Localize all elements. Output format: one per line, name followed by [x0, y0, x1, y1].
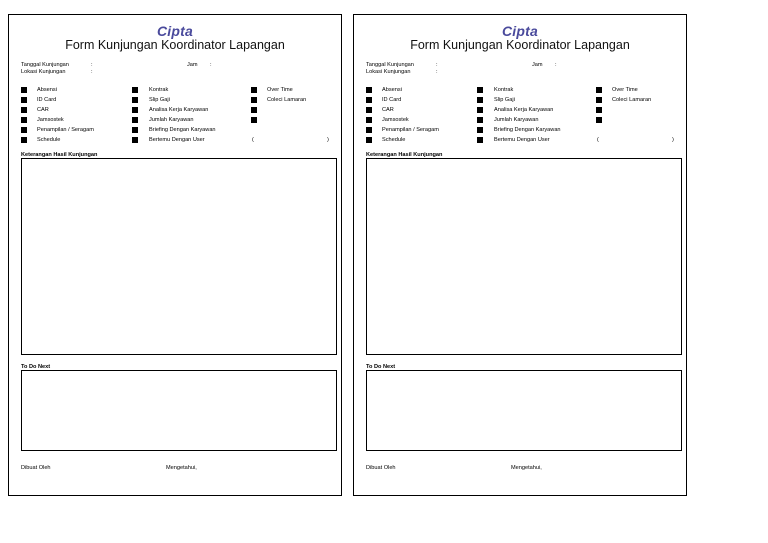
brand-logo: Cipta	[502, 23, 538, 39]
checkbox[interactable]	[477, 137, 483, 143]
checklist-label: Absensi	[382, 87, 402, 93]
checkbox[interactable]	[21, 127, 27, 133]
brand-logo: Cipta	[157, 23, 193, 39]
time-label: Jam	[532, 62, 543, 68]
checklist-label: Schedule	[37, 137, 61, 143]
checkbox[interactable]	[366, 107, 372, 113]
checkbox[interactable]	[251, 87, 257, 93]
checklist-label: Over Time	[612, 87, 638, 93]
checkbox[interactable]	[366, 127, 372, 133]
checkbox[interactable]	[477, 127, 483, 133]
checklist-label: CAR	[37, 107, 49, 113]
checklist-label: Coleci Lamaran	[612, 97, 652, 103]
checklist-label: Slip Gaji	[494, 97, 515, 103]
notes-box[interactable]	[366, 158, 682, 355]
checkbox[interactable]	[366, 117, 372, 123]
checkbox[interactable]	[21, 117, 27, 123]
checkbox[interactable]	[132, 87, 138, 93]
checklist-label: Slip Gaji	[149, 97, 170, 103]
checkbox[interactable]	[132, 137, 138, 143]
checkbox[interactable]	[251, 107, 257, 113]
checkbox[interactable]	[132, 97, 138, 103]
checkbox[interactable]	[251, 97, 257, 103]
checkbox[interactable]	[132, 127, 138, 133]
checklist-label: Briefing Dengan Karyawan	[149, 127, 216, 133]
form-title: Form Kunjungan Koordinator Lapangan	[65, 38, 285, 52]
todo-label: To Do Next	[21, 364, 51, 370]
checkbox[interactable]	[596, 117, 602, 123]
paren-close: )	[672, 137, 674, 143]
checklist-label: Absensi	[37, 87, 57, 93]
notes-label: Keterangan Hasil Kunjungan	[366, 152, 443, 158]
checklist-label: Jumlah Karyawan	[149, 117, 194, 123]
checklist-label: Schedule	[382, 137, 406, 143]
checklist-label: Analisa Kerja Karyawan	[494, 107, 554, 113]
form-title: Form Kunjungan Koordinator Lapangan	[410, 38, 630, 52]
checklist-label: Penampilan / Seragam	[37, 127, 94, 133]
paren-close: )	[327, 137, 329, 143]
visit-date-label: Tanggal Kunjungan	[21, 62, 69, 68]
checklist-label: Bertemu Dengan User	[494, 137, 550, 143]
checkbox[interactable]	[21, 137, 27, 143]
checklist-label: Jamsostek	[37, 117, 64, 123]
visit-location-label: Lokasi Kunjungan	[366, 69, 411, 75]
checkbox[interactable]	[366, 87, 372, 93]
checklist-label: Bertemu Dengan User	[149, 137, 205, 143]
checkbox[interactable]	[366, 137, 372, 143]
checklist-label: ID Card	[37, 97, 57, 103]
made-by-label: Dibuat Oleh	[366, 465, 396, 471]
visit-date-colon: :	[91, 62, 93, 68]
time-colon: :	[555, 62, 557, 68]
visit-date-label: Tanggal Kunjungan	[366, 62, 414, 68]
checkbox[interactable]	[596, 87, 602, 93]
checkbox[interactable]	[132, 107, 138, 113]
checkbox[interactable]	[366, 97, 372, 103]
checklist-label: Over Time	[267, 87, 293, 93]
todo-box[interactable]	[21, 370, 337, 451]
checkbox[interactable]	[596, 97, 602, 103]
visit-date-colon: :	[436, 62, 438, 68]
checkbox[interactable]	[21, 107, 27, 113]
made-by-label: Dibuat Oleh	[21, 465, 51, 471]
checkbox[interactable]	[477, 87, 483, 93]
checklist-label: Jumlah Karyawan	[494, 117, 539, 123]
checkbox[interactable]	[477, 117, 483, 123]
time-colon: :	[210, 62, 212, 68]
checkbox[interactable]	[596, 107, 602, 113]
checkbox[interactable]	[251, 117, 257, 123]
checklist-label: ID Card	[382, 97, 402, 103]
notes-box[interactable]	[21, 158, 337, 355]
visit-location-colon: :	[436, 69, 438, 75]
checklist-label: Analisa Kerja Karyawan	[149, 107, 209, 113]
visit-location-colon: :	[91, 69, 93, 75]
time-label: Jam	[187, 62, 198, 68]
visit-location-label: Lokasi Kunjungan	[21, 69, 66, 75]
todo-box[interactable]	[366, 370, 682, 451]
checkbox[interactable]	[21, 87, 27, 93]
acknowledged-label: Mengetahui,	[166, 465, 197, 471]
paren-open: (	[252, 137, 254, 143]
checklist-label: Briefing Dengan Karyawan	[494, 127, 561, 133]
form-page-right	[353, 14, 687, 496]
checkbox[interactable]	[21, 97, 27, 103]
checklist-label: Kontrak	[149, 87, 169, 93]
checklist-label: Kontrak	[494, 87, 514, 93]
checklist-label: Jamsostek	[382, 117, 409, 123]
checkbox[interactable]	[132, 117, 138, 123]
acknowledged-label: Mengetahui,	[511, 465, 542, 471]
checklist-label: Penampilan / Seragam	[382, 127, 439, 133]
checklist-label: CAR	[382, 107, 394, 113]
todo-label: To Do Next	[366, 364, 396, 370]
notes-label: Keterangan Hasil Kunjungan	[21, 152, 98, 158]
checklist-label: Coleci Lamaran	[267, 97, 307, 103]
form-page-left	[8, 14, 342, 496]
checkbox[interactable]	[477, 107, 483, 113]
paren-open: (	[597, 137, 599, 143]
checkbox[interactable]	[477, 97, 483, 103]
